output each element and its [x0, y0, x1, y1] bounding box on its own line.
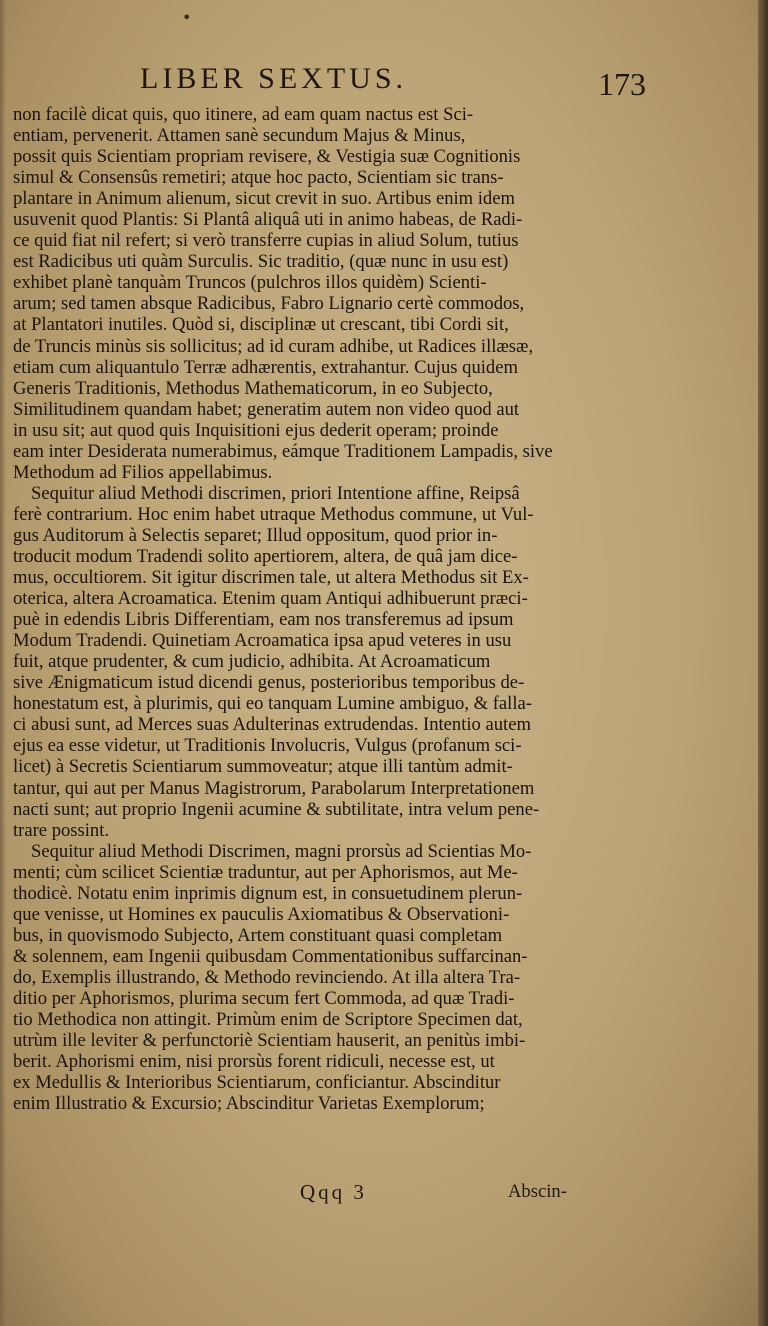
running-head: LIBER SEXTUS.	[140, 62, 408, 95]
text-line: Generis Traditionis, Methodus Mathematicorum, in eo Subjecto,	[13, 377, 493, 399]
text-line: fuit, atque prudenter, & cum judicio, adhibita. At Acroamaticum	[13, 651, 491, 673]
page-left-edge	[0, 0, 6, 1326]
text-line: gus Auditorum à Selectis separet; Illud oppositum, quod prior in-	[13, 524, 498, 546]
fleuron-icon: •	[182, 8, 192, 27]
text-line: de Truncis minùs sis sollicitus; ad id curam adhibe, ut Radices illæsæ,	[13, 335, 534, 357]
text-line: utrùm ille leviter & perfunctoriè Scientiam hauserit, an penitùs imbi-	[13, 1030, 526, 1052]
text-line: oterica, altera Acroamatica. Etenim quam Antiqui adhibuerunt præci-	[13, 588, 528, 610]
page-number: 173	[598, 66, 646, 102]
body-text	[13, 104, 573, 1135]
text-line: Modum Tradendi. Quinetiam Acroamatica ipsa apud veteres in usu	[13, 630, 512, 652]
text-line: do, Exemplis illustrando, & Methodo revinciendo. At illa altera Tra-	[13, 966, 521, 988]
text-line: eam inter Desiderata numerabimus, eámque Traditionem Lampadis, sive	[13, 440, 553, 462]
text-line: ditio per Aphorismos, plurima secum fert Commoda, ad quæ Tradi-	[13, 987, 515, 1009]
text-line: ferè contrarium. Hoc enim habet utraque Methodus commune, ut Vul-	[13, 503, 534, 525]
text-line: exhibet planè tanquàm Truncos (pulchros illos quidèm) Scienti-	[13, 272, 487, 294]
text-line: ce quid fiat nil refert; si verò transferre cupias in aliud Solum, tutius	[13, 230, 519, 252]
text-line: thodicè. Notatu enim inprimis dignum est, in consuetudinem plerun-	[13, 882, 523, 904]
text-line: puè in edendis Libris Differentiam, eam nos transferemus ad ipsum	[13, 609, 514, 631]
text-line: Similitudinem quandam habet; generatim autem non video quod aut	[13, 398, 520, 420]
text-line: ex Medullis & Interioribus Scientiarum, conficiantur. Abscinditur	[13, 1072, 501, 1094]
text-line: menti; cùm scilicet Scientiæ traduntur, aut per Aphorismos, aut Me-	[13, 861, 518, 883]
text-line: licet) à Secretis Scientiarum summoveatur; atque illi tantùm admit-	[13, 756, 513, 778]
text-line: in usu sit; aut quod quis Inquisitioni ejus dederit operam; proinde	[13, 419, 499, 441]
text-line: honestatum est, à plurimis, qui eo tanquam Lumine ambiguo, & falla-	[13, 693, 532, 715]
text-line: & solennem, eam Ingenii quibusdam Commentationibus suffarcinan-	[13, 945, 528, 967]
text-line: plantare in Animum alienum, sicut crevit in suo. Artibus enim idem	[13, 188, 515, 210]
paragraph-start-line: Sequitur aliud Methodi Discrimen, magni prorsùs ad Scientias Mo-	[31, 840, 532, 862]
text-line: Methodum ad Filios appellabimus.	[13, 461, 273, 483]
text-line: que venisse, ut Homines ex pauculis Axiomatibus & Observationi-	[13, 903, 510, 925]
text-line: tio Methodica non attingit. Primùm enim de Scriptore Specimen dat,	[13, 1009, 523, 1031]
text-line: at Plantatori inutiles. Quòd si, disciplinæ ut crescant, tibi Cordi sit,	[13, 314, 509, 336]
signature-mark: Qqq 3	[300, 1180, 367, 1204]
catchword: Abscin-	[508, 1181, 567, 1202]
text-line: enim Illustratio & Excursio; Abscinditur Varietas Exemplorum;	[13, 1093, 485, 1115]
text-line: bus, in quovismodo Subjecto, Artem constituant quasi completam	[13, 924, 503, 946]
text-line	[13, 1114, 573, 1135]
page-right-edge	[758, 0, 768, 1326]
text-line: usuvenit quod Plantis: Si Plantâ aliquâ uti in animo habeas, de Radi-	[13, 209, 523, 231]
text-line: nacti sunt; aut proprio Ingenii acumine & subtilitate, intra velum pene-	[13, 798, 540, 820]
text-line: arum; sed tamen absque Radicibus, Fabro Lignario certè commodos,	[13, 293, 525, 315]
text-line: est Radicibus uti quàm Surculis. Sic traditio, (quæ nunc in usu est)	[13, 251, 509, 273]
paragraph-start-line: Sequitur aliud Methodi discrimen, priori Intentione affine, Reipsâ	[31, 482, 520, 504]
text-line: trare possint.	[13, 819, 110, 841]
text-line: possit quis Scientiam propriam revisere, & Vestigia suæ Cognitionis	[13, 146, 521, 168]
text-line: troducit modum Tradendi solito apertiorem, altera, de quâ jam dice-	[13, 545, 518, 567]
text-line: etiam cum aliquantulo Terræ adhærentis, extrahantur. Cujus quidem	[13, 356, 518, 378]
text-line: berit. Aphorismi enim, nisi prorsùs forent ridiculi, necesse est, ut	[13, 1051, 495, 1073]
text-line: tantur, qui aut per Manus Magistrorum, Parabolarum Interpretationem	[13, 777, 535, 799]
text-line: sive Ænigmaticum istud dicendi genus, posterioribus temporibus de-	[13, 672, 525, 694]
text-line: ejus ea esse videtur, ut Traditionis Involucris, Vulgus (profanum sci-	[13, 735, 522, 757]
text-line: mus, occultiorem. Sit igitur discrimen tale, ut altera Methodus sit Ex-	[13, 567, 529, 589]
text-line: ci abusi sunt, ad Merces suas Adulterinas extrudendas. Intentio autem	[13, 714, 531, 736]
text-line: non facilè dicat quis, quo itinere, ad eam quam nactus est Sci-	[13, 104, 474, 125]
text-line: entiam, pervenerit. Attamen sanè secundum Majus & Minus,	[13, 125, 466, 147]
text-line: simul & Consensûs remetiri; atque hoc pacto, Scientiam sic trans-	[13, 167, 504, 189]
